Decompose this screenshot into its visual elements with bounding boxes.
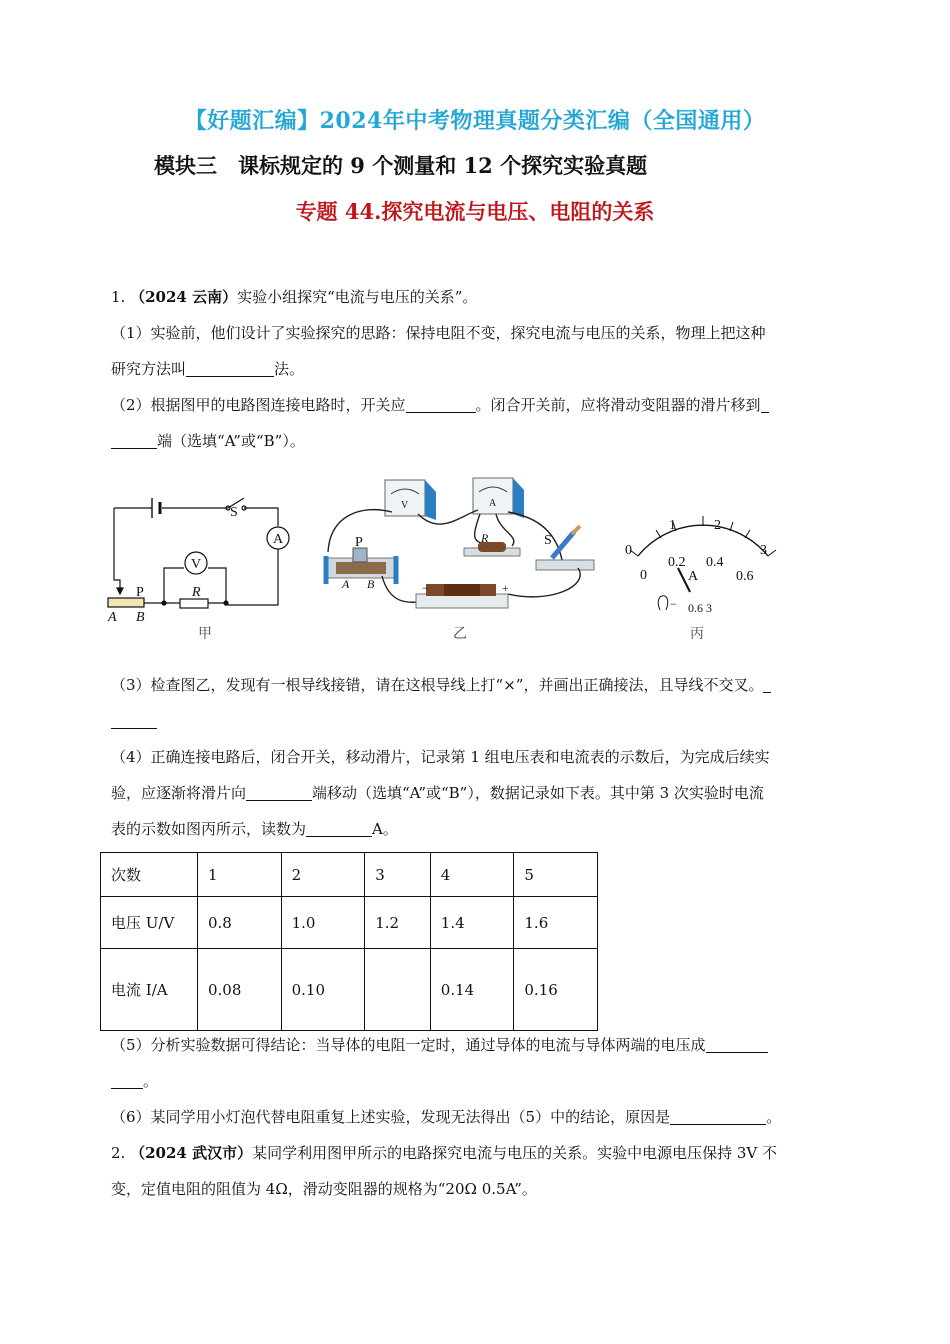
resistor-r-label: R — [481, 531, 489, 545]
table-cell: 电流 I/A — [101, 949, 198, 1031]
table-cell-empty[interactable] — [365, 949, 431, 1031]
q2-text: 某同学利用图甲所示的电路探究电流与电压的关系。实验中电源电压保持 3V 不 — [252, 1144, 777, 1162]
q1-source: （2024 云南） — [130, 288, 238, 306]
table-cell: 电压 U/V — [101, 897, 198, 949]
answer-blank[interactable] — [306, 820, 372, 837]
table-cell: 0.16 — [514, 949, 598, 1031]
rheostat-a-label: A — [342, 577, 350, 591]
table-cell: 0.8 — [198, 897, 282, 949]
table-cell: 4 — [430, 853, 514, 897]
q1-part5-suffix: 。 — [143, 1072, 159, 1090]
slider-p-label: P — [355, 535, 363, 550]
q1-part5-text: （5）分析实验数据可得结论：当导体的电阻一定时，通过导体的电流与导体两端的电压成 — [111, 1036, 706, 1054]
q1-part2-line2 — [111, 431, 841, 451]
data-table — [100, 852, 598, 1031]
q1-part1-text: 研究方法叫 — [111, 360, 187, 378]
topic-title: 专题 44.探究电流与电压、电阻的关系 — [295, 199, 655, 224]
q2-source: （2024 武汉市） — [130, 1144, 253, 1162]
table-cell: 0.10 — [281, 949, 365, 1031]
end-b-label: B — [136, 610, 145, 625]
q1-part2-line1 — [111, 395, 841, 415]
q1-part2-middle: 。闭合开关前，应将滑动变阻器的滑片移到 — [475, 396, 761, 414]
battery-plus-label: + — [502, 581, 509, 595]
q1-part6-suffix: 。 — [766, 1108, 782, 1126]
q1-part3-line1 — [111, 675, 841, 695]
answer-blank[interactable] — [406, 396, 476, 413]
table-cell: 0.14 — [430, 949, 514, 1031]
table-cell: 次数 — [101, 853, 198, 897]
answer-blank[interactable] — [246, 784, 312, 801]
q1-part4-middle: 端移动（选填“A”或“B”），数据记录如下表。其中第 3 次实验时电流 — [312, 784, 764, 802]
rheostat-b-label: B — [367, 577, 375, 591]
q1-part2-suffix: 端（选填“A”或“B”）。 — [157, 432, 305, 450]
table-row — [101, 897, 598, 949]
table-row — [101, 949, 598, 1031]
answer-blank[interactable] — [670, 1108, 766, 1125]
dial-outer-2: 2 — [714, 518, 721, 533]
dial-inner-0: 0 — [640, 568, 647, 583]
q1-part6-text: （6）某同学用小灯泡代替电阻重复上述实验，发现无法得出（5）中的结论，原因是 — [111, 1108, 671, 1126]
q2-line1 — [111, 1143, 841, 1163]
table-row — [101, 853, 598, 897]
dial-inner-06: 0.6 — [736, 569, 754, 584]
resistor-label: R — [192, 585, 201, 600]
answer-blank[interactable] — [706, 1036, 768, 1053]
table-cell: 3 — [365, 853, 431, 897]
module-title: 模块三 课标规定的 9 个测量和 12 个探究实验真题 — [154, 153, 648, 178]
answer-blank[interactable] — [111, 432, 157, 449]
caption-bing: 丙 — [690, 627, 704, 642]
circuit-figures — [100, 476, 860, 648]
table-cell: 5 — [514, 853, 598, 897]
table-cell: 1.0 — [281, 897, 365, 949]
ammeter-symbol: A — [273, 532, 284, 547]
figure-bing-ammeter-dial — [630, 516, 776, 610]
q1-part4-text: 验，应逐渐将滑片向 — [111, 784, 247, 802]
table-cell: 2 — [281, 853, 365, 897]
q1-part3-text: （3）检查图乙，发现有一根导线接错，请在这根导线上打“×”，并画出正确接法，且导线不交叉。 — [111, 676, 764, 694]
q1-part6-line — [111, 1107, 841, 1127]
answer-blank[interactable] — [761, 396, 769, 413]
dial-outer-1: 1 — [669, 518, 676, 533]
slider-label: P — [136, 585, 144, 600]
table-cell: 1.4 — [430, 897, 514, 949]
q1-part1-suffix: 法。 — [274, 360, 305, 378]
figure-row — [100, 476, 860, 648]
q1-part4-line1: （4）正确连接电路后，闭合开关，移动滑片，记录第 1 组电压表和电流表的示数后，为完成后续实 — [111, 748, 770, 766]
q2-number: 2. — [111, 1144, 131, 1162]
table-cell: 0.08 — [198, 949, 282, 1031]
q1-part2-text: （2）根据图甲的电路图连接电路时，开关应 — [111, 396, 406, 414]
q1-part4-suffix: A。 — [372, 820, 398, 838]
answer-blank[interactable] — [186, 360, 274, 377]
q1-part5-line2 — [111, 1071, 841, 1091]
ammeter-face-label: A — [489, 498, 497, 509]
answer-blank[interactable] — [763, 676, 771, 693]
voltmeter-symbol: V — [191, 557, 202, 572]
q1-stem: 实验小组探究“电流与电压的关系”。 — [237, 288, 478, 306]
switch-label: S — [230, 505, 238, 520]
q1-part4-text2: 表的示数如图丙所示，读数为 — [111, 820, 307, 838]
q1-part1-line2 — [111, 359, 841, 379]
q2-line2: 变，定值电阻的阻值为 4Ω，滑动变阻器的规格为“20Ω 0.5A”。 — [111, 1180, 537, 1198]
figure-bing-labels — [625, 518, 767, 615]
caption-yi: 乙 — [453, 627, 467, 642]
q1-part4-line3 — [111, 819, 841, 839]
dial-unit-a: A — [688, 569, 699, 584]
dial-terminal-labels: 0.6 3 — [688, 601, 712, 615]
end-a-label: A — [108, 610, 117, 625]
voltmeter-face-label: V — [401, 500, 409, 511]
q1-part3-line2 — [111, 711, 841, 731]
document-title: 【好题汇编】2024年中考物理真题分类汇编（全国通用） — [184, 108, 766, 134]
dial-inner-04: 0.4 — [706, 555, 724, 570]
table-cell: 1.6 — [514, 897, 598, 949]
dial-outer-0: 0 — [625, 543, 632, 558]
q1-number: 1. — [111, 288, 131, 306]
dial-outer-3: 3 — [760, 543, 767, 558]
answer-blank[interactable] — [111, 712, 157, 729]
q1-stem-line — [111, 287, 841, 307]
switch-s-label: S — [544, 533, 552, 548]
battery-minus-label: − — [422, 581, 429, 595]
caption-jia: 甲 — [198, 627, 212, 642]
dial-terminal-minus: − — [670, 597, 677, 611]
q1-part1-line1: （1）实验前，他们设计了实验探究的思路：保持电阻不变，探究电流与电压的关系，物理上把这种 — [111, 324, 766, 342]
answer-blank[interactable] — [111, 1072, 143, 1089]
table-cell: 1 — [198, 853, 282, 897]
dial-inner-02: 0.2 — [668, 555, 686, 570]
q1-part4-line2 — [111, 783, 841, 803]
q1-part5-line1 — [111, 1035, 841, 1055]
table-cell: 1.2 — [365, 897, 431, 949]
